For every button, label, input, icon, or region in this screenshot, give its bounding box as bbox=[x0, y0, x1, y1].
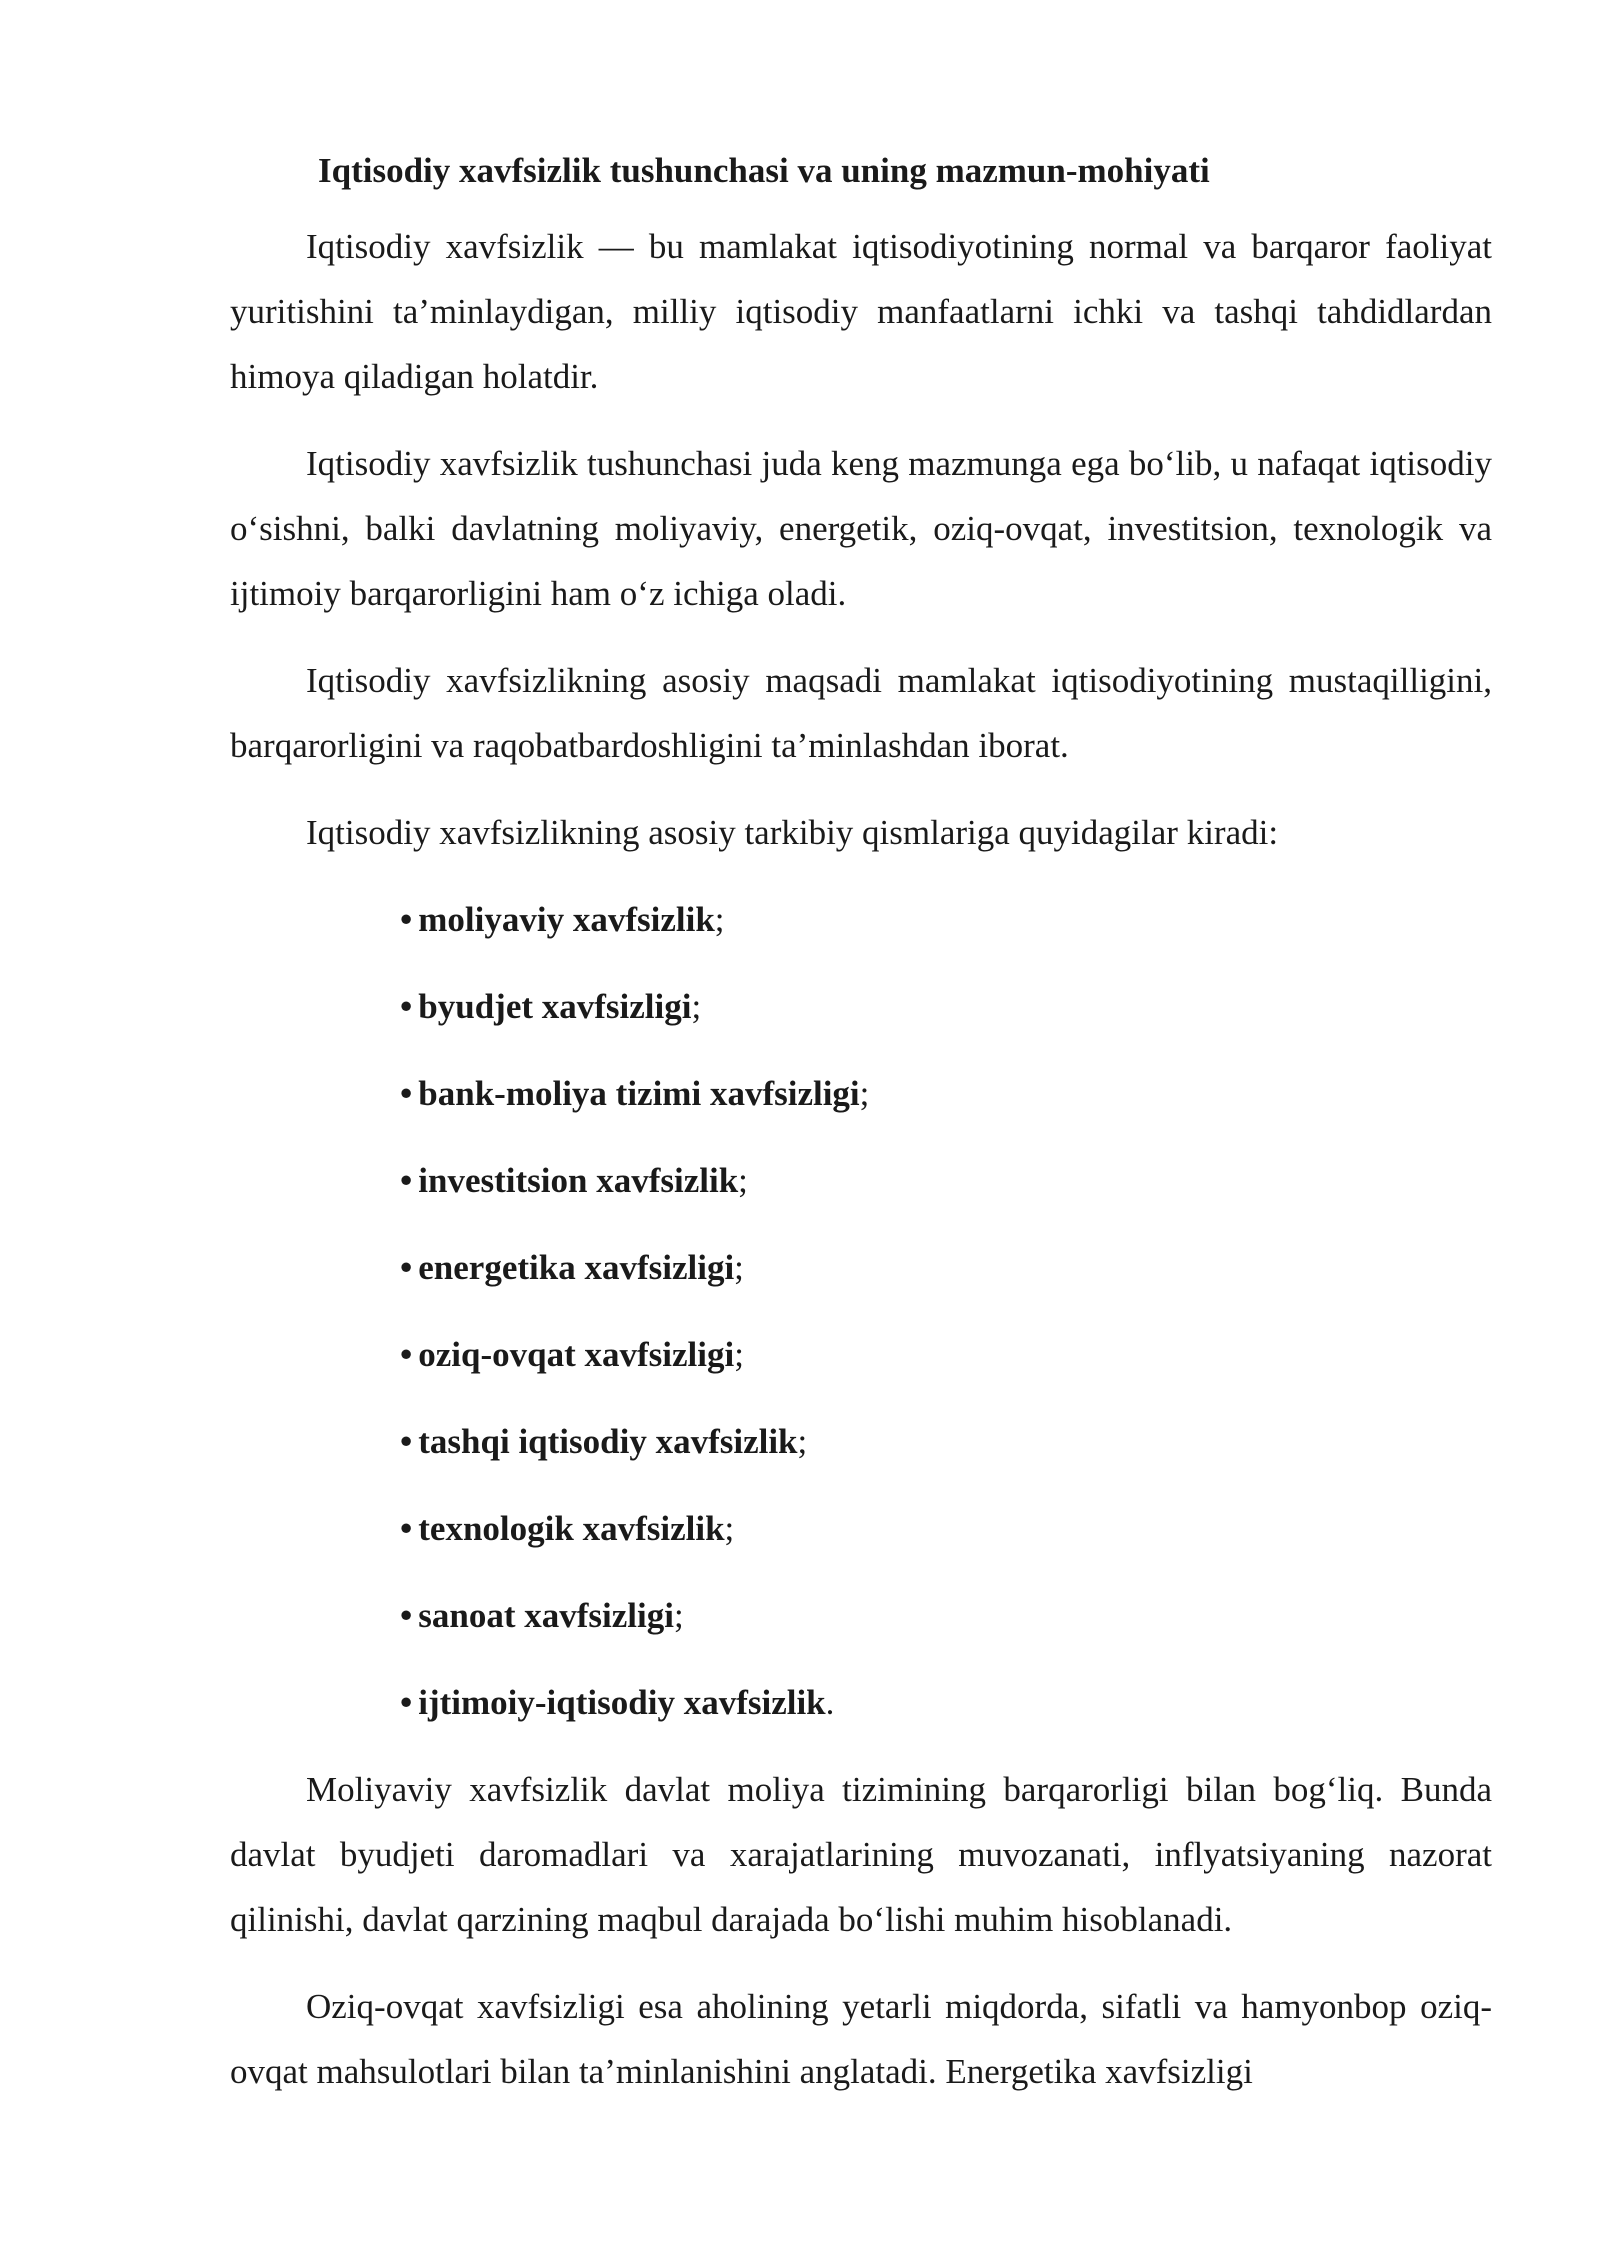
list-item-punct: ; bbox=[691, 986, 702, 1026]
list-item-term: oziq-ovqat xavfsizligi bbox=[418, 1334, 735, 1374]
list-item-term: texnologik xavfsizlik bbox=[418, 1508, 725, 1548]
list-item bbox=[400, 887, 1492, 952]
list-item bbox=[400, 1409, 1492, 1474]
list-item-term: bank-moliya tizimi xavfsizligi bbox=[418, 1073, 860, 1113]
list-item bbox=[400, 1670, 1492, 1735]
document-page bbox=[230, 148, 1492, 2126]
list-item-term: tashqi iqtisodiy xavfsizlik bbox=[418, 1421, 798, 1461]
list-item-punct: ; bbox=[797, 1421, 808, 1461]
list-item-punct: ; bbox=[724, 1508, 735, 1548]
paragraph-scope: Iqtisodiy xavfsizlik tushunchasi juda keng mazmunga ega bo‘lib, u nafaqat iqtisodiy o‘sishni, balki davlatning moliyaviy, energetik, oziq-ovqat, investitsion, texnologik va ijtimoiy barqarorligini ham o‘z ichiga oladi. bbox=[230, 443, 1492, 613]
list-item-term: moliyaviy xavfsizlik bbox=[418, 899, 715, 939]
list-item-term: byudjet xavfsizligi bbox=[418, 986, 692, 1026]
paragraph-components-intro: Iqtisodiy xavfsizlikning asosiy tarkibiy qismlariga quyidagilar kiradi: bbox=[306, 812, 1279, 852]
list-item-punct: ; bbox=[734, 1247, 744, 1287]
list-item-term: sanoat xavfsizligi bbox=[418, 1595, 674, 1635]
list-item bbox=[400, 1583, 1492, 1648]
bullet: • bbox=[400, 1595, 413, 1635]
components-list bbox=[230, 887, 1492, 1735]
bullet: • bbox=[400, 1247, 413, 1287]
bullet: • bbox=[400, 1508, 413, 1548]
list-item-punct: ; bbox=[738, 1160, 748, 1200]
list-item-term: investitsion xavfsizlik bbox=[418, 1160, 739, 1200]
bullet: • bbox=[400, 1160, 413, 1200]
bullet: • bbox=[400, 1421, 413, 1461]
document-title: Iqtisodiy xavfsizlik tushunchasi va uning mazmun-mohiyati bbox=[318, 151, 1210, 190]
paragraph-financial-security: Moliyaviy xavfsizlik davlat moliya tizimining barqarorligi bilan bog‘liq. Bunda davlat byudjeti daromadlari va xarajatlarining muvozanati, inflyatsiyaning nazorat qilinishi, davlat qarzining maqbul darajada bo‘lishi muhim hisoblanadi. bbox=[230, 1769, 1492, 1939]
bullet: • bbox=[400, 986, 413, 1026]
list-item bbox=[400, 1235, 1492, 1300]
list-item bbox=[400, 1148, 1492, 1213]
list-item bbox=[400, 1322, 1492, 1387]
bullet: • bbox=[400, 1334, 413, 1374]
list-item bbox=[400, 1496, 1492, 1561]
bullet: • bbox=[400, 899, 413, 939]
list-item-term: ijtimoiy-iqtisodiy xavfsizlik bbox=[418, 1682, 826, 1722]
bullet: • bbox=[400, 1682, 413, 1722]
list-item-term: energetika xavfsizligi bbox=[418, 1247, 735, 1287]
list-item-punct: ; bbox=[673, 1595, 684, 1635]
bullet: • bbox=[400, 1073, 413, 1113]
paragraph-definition: Iqtisodiy xavfsizlik — bu mamlakat iqtisodiyotining normal va barqaror faoliyat yuritishini ta’minlaydigan, milliy iqtisodiy manfaatlarni ichki va tashqi tahdidlardan himoya qiladigan holatdir. bbox=[230, 226, 1492, 396]
list-item bbox=[400, 1061, 1492, 1126]
list-item bbox=[400, 974, 1492, 1039]
list-item-punct: ; bbox=[734, 1334, 744, 1374]
list-item-punct: ; bbox=[714, 899, 725, 939]
list-item-punct: ; bbox=[859, 1073, 870, 1113]
list-item-punct: . bbox=[825, 1682, 835, 1722]
paragraph-goal: Iqtisodiy xavfsizlikning asosiy maqsadi mamlakat iqtisodiyotining mustaqilligini, barqarorligini va raqobatbardoshligini ta’minlashdan iborat. bbox=[230, 660, 1492, 765]
paragraph-food-security: Oziq-ovqat xavfsizligi esa aholining yetarli miqdorda, sifatli va hamyonbop oziq-ovqat mahsulotlari bilan ta’minlanishini anglatadi. Energetika xavfsizligi bbox=[230, 1986, 1492, 2091]
